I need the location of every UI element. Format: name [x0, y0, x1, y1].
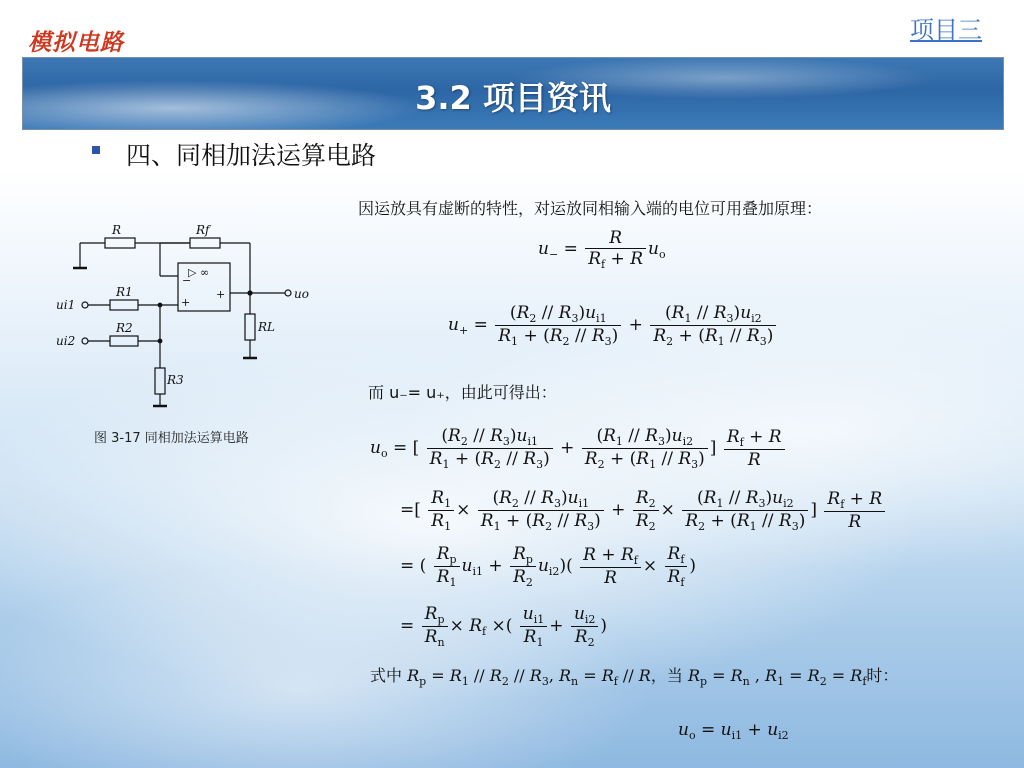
label-ui2: ui2 [56, 334, 76, 348]
equation-uo-step2: =[ $\frac{R_1}{R_1}$ × $\frac{(R_2 // R_3)u_{i1}}{R_1 + (R_2 // R_3)}$ + $\frac{R_2}{R_2}$ × $\frac{(R_1 // R_3)u_{i2}}{R_2 + (R_1 // R_3)}$ ] $\frac{R_f + R}{R}$ [400, 488, 887, 533]
label-plus-in: + [181, 296, 191, 309]
label-r2: R2 [116, 321, 133, 335]
equation-u-plus: $u_+$ = $\frac{(R_2 // R_3)u_{i1}}{R_1 + (R_2 // R_3)}$ + $\frac{(R_1 // R_3)u_{i2}}{R_2 + (R_1 // R_3)}$ [448, 303, 778, 348]
project-link[interactable]: 项目三 [910, 16, 982, 44]
text-line-1: 因运放具有虚断的特性，对运放同相输入端的电位可用叠加原理： [358, 199, 823, 218]
text-line-3-suffix: 时： [866, 666, 899, 685]
label-r1: R1 [116, 285, 133, 299]
equation-uo-step1: $u_o$ = [ $\frac{(R_2 // R_3)u_{i1}}{R_1 + (R_2 // R_3)}$ + $\frac{(R_1 // R_3)u_{i2}}{R_2 + (R_1 // R_3)}$ ] $\frac{R_f + R}{R}$ [370, 426, 787, 471]
course-title: 模拟电路 [28, 30, 124, 56]
label-ui1: ui1 [56, 298, 76, 312]
figure-caption: 图 3-17 同相加法运算电路 [94, 431, 249, 446]
resistor-r [105, 238, 135, 248]
label-opamp-symbol: ▷ ∞ [188, 266, 210, 279]
label-uo: uo [294, 287, 309, 301]
text-line-3: 式中 $R_p = R_1 // R_2 // R_3$, $R_n = R_f // R$，当 $R_p = R_n$ , $R_1 = R_2 = R_f$时： [370, 666, 899, 688]
text-line-3-prefix: 式中 [370, 666, 403, 685]
resistor-rf [190, 238, 220, 248]
resistor-r3 [155, 368, 165, 394]
label-rl: RL [258, 320, 276, 334]
resistor-r1 [110, 300, 138, 310]
equation-uo-step3: = ( $\frac{R_p}{R_1}$ $u_{i1}$ + $\frac{R_p}{R_2}$ $u_{i2}$)( $\frac{R + R_f}{R}$ × $\frac{R_f}{R_f}$ ) [400, 544, 697, 589]
resistor-rl [245, 314, 255, 340]
label-plus-out: + [216, 288, 226, 301]
section-banner [22, 57, 1004, 130]
label-r3: R3 [167, 373, 184, 387]
square-bullet-icon [92, 146, 100, 154]
circuit-diagram [50, 218, 350, 418]
label-r: R [112, 223, 122, 237]
label-minus: − [182, 274, 192, 287]
equation-u-minus: $u_-$ = $\frac{R}{R_f + R}$ $u_o$ [538, 228, 666, 271]
text-line-2: 而 u₋= u₊，由此可得出： [368, 383, 557, 402]
banner-title: 3.2 项目资讯 [415, 79, 611, 117]
label-rf: Rf [196, 223, 210, 237]
text-line-3-mid: ，当 [650, 666, 683, 685]
equation-uo-step4: = $\frac{R_p}{R_n}$ × $R_f$ ×( $\frac{u_{i1}}{R_1}$ + $\frac{u_{i2}}{R_2}$ ) [400, 604, 608, 649]
equation-result: $u_o = u_{i1} + u_{i2}$ [678, 720, 789, 742]
resistor-r2 [110, 336, 138, 346]
section-heading: 四、同相加法运算电路 [126, 141, 377, 170]
